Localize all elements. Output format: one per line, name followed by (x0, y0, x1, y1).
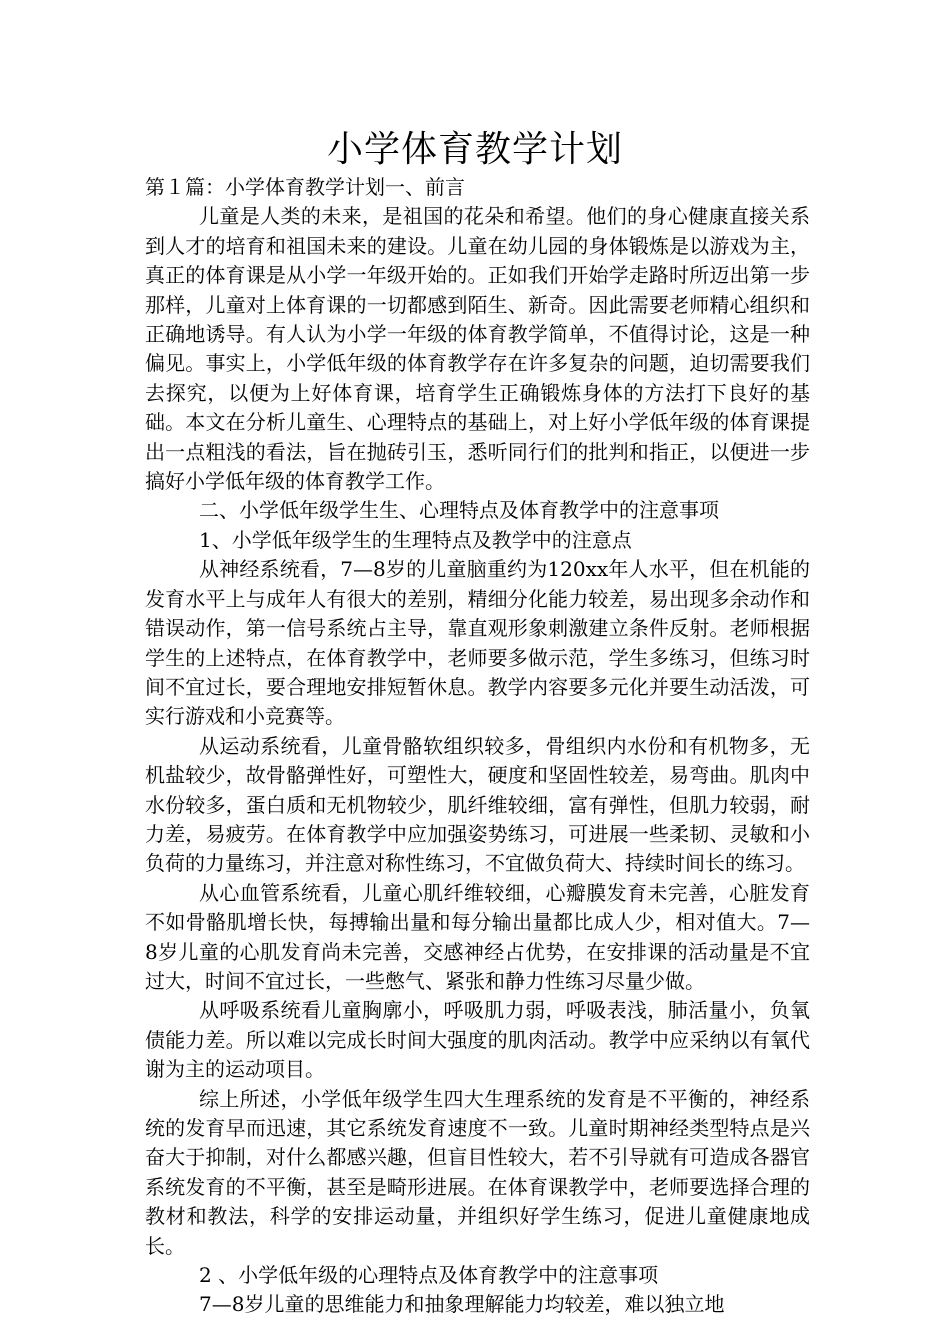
paragraph-respiratory-system: 从呼吸系统看儿童胸廓小，呼吸肌力弱，呼吸表浅，肺活量小，负氧债能力差。所以难以完成长时间大强度的肌肉活动。教学中应采纳以有氧代谢为主的运动项目。 (145, 998, 810, 1082)
paragraph-preface: 儿童是人类的未来，是祖国的花朵和希望。他们的身心健康直接关系到人才的培育和祖国未来的建设。儿童在幼儿园的身体锻炼是以游戏为主，真正的体育课是从小学一年级开始的。正如我们开始学走路时所迈出第一步那样，儿童对上体育课的一切都感到陌生、新奇。因此需要老师精心组织和正确地诱导。有人认为小学一年级的体育教学简单，不值得讨论，这是一种偏见。事实上，小学低年级的体育教学存在许多复杂的问题，迫切需要我们去探究，以便为上好体育课，培育学生正确锻炼身体的方法打下良好的基础。本文在分析儿童生、心理特点的基础上，对上好小学低年级的体育课提出一点粗浅的看法，旨在抛砖引玉，悉听同行们的批判和指正，以便进一步搞好小学低年级的体育教学工作。 (145, 204, 810, 494)
paragraph-motor-system: 从运动系统看，儿童骨骼软组织较多，骨组织内水份和有机物多，无机盐较少，故骨骼弹性好，可塑性大，硬度和坚固性较差，易弯曲。肌肉中水份较多，蛋白质和无机物较少，肌纤维较细，富有弹性，但肌力较弱，耐力差，易疲劳。在体育教学中应加强姿势练习，可进展一些柔韧、灵敏和小负荷的力量练习，并注意对称性练习，不宜做负荷大、持续时间长的练习。 (145, 733, 810, 876)
document-body (145, 173, 810, 1320)
section-heading: 第１篇：小学体育教学计划一、前言 (145, 175, 465, 199)
paragraph-psychology: 7—8岁儿童的思维能力和抽象理解能力均较差，难以独立地 (199, 1292, 725, 1317)
document-title: 小学体育教学计划 (326, 129, 623, 170)
subsection-heading-2: 2 、小学低年级的心理特点及体育教学中的注意事项 (199, 1263, 659, 1288)
section-heading-2: 二、小学低年级学生生、心理特点及体育教学中的注意事项 (199, 498, 719, 523)
paragraph-nervous-system: 从神经系统看，7—8岁的儿童脑重约为120xx年人水平，但在机能的发育水平上与成年人有很大的差别，精细分化能力较差，易出现多余动作和错误动作，第一信号系统占主导，靠直观形象刺激建立条件反射。老师根据学生的上述特点，在体育教学中，老师要多做示范，学生多练习，但练习时间不宜过长，要合理地安排短暂休息。教学内容要多元化并要生动活泼，可实行游戏和小竞赛等。 (145, 557, 810, 729)
subsection-heading-1: 1、小学低年级学生的生理特点及教学中的注意点 (199, 527, 632, 552)
paragraph-summary: 综上所述，小学低年级学生四大生理系统的发育是不平衡的，神经系统的发育早而迅速，其它系统发育速度不一致。儿童时期神经类型特点是兴奋大于抑制，对什么都感兴趣，但盲目性较大，若不引导就有可造成各器官系统发育的不平衡，甚至是畸形进展。在体育课教学中，老师要选择合理的教材和教法，科学的安排运动量，并组织好学生练习，促进儿童健康地成长。 (145, 1086, 810, 1258)
paragraph-cardiovascular-system: 从心血管系统看，儿童心肌纤维较细，心瓣膜发育未完善，心脏发育不如骨骼肌增长快，每搏输出量和每分输出量都比成人少，相对值大。7—8岁儿童的心肌发育尚未完善，交感神经占优势，在安排课的活动量是不宜过大，时间不宜过长，一些憋气、紧张和静力性练习尽量少做。 (145, 880, 810, 993)
